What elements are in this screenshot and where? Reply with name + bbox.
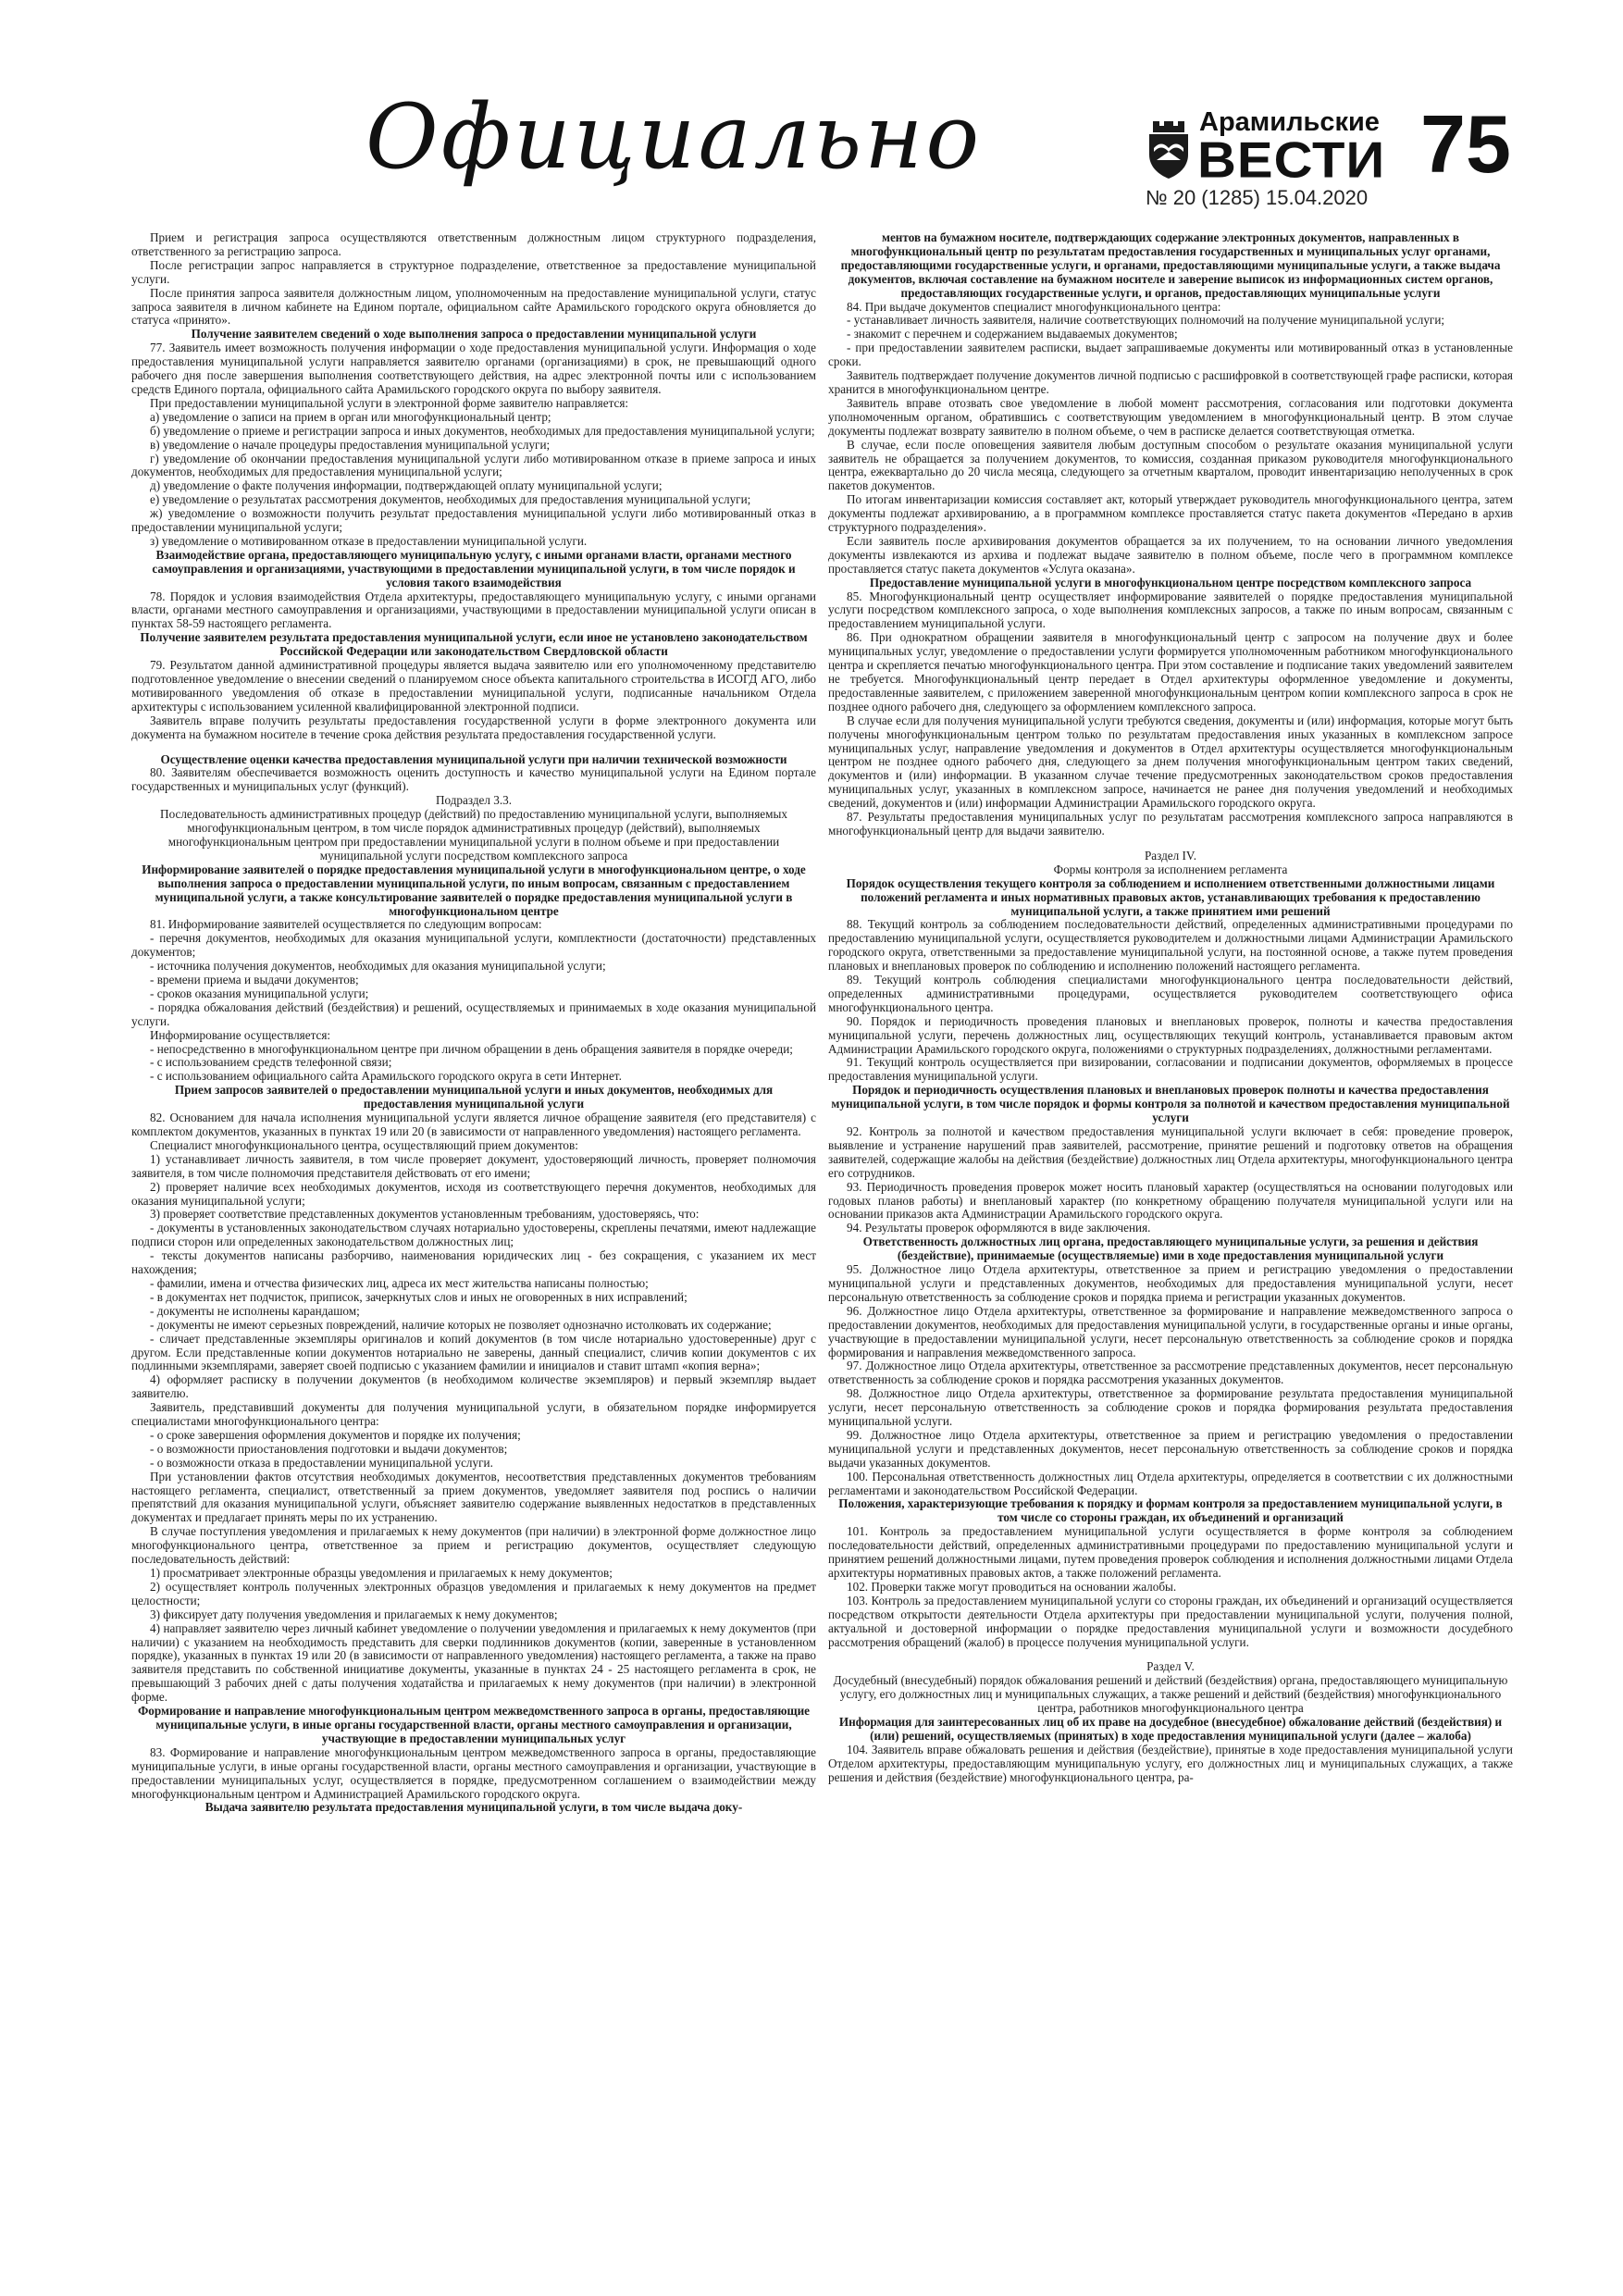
paragraph: 101. Контроль за предоставлением муниципальной услуги осуществляется в форме контроля за соблюдением последовательности действий, определенных административными процедурами по предоставлению муниципальной услуги и принятием решений должностными лицами, путем проведения проверок соблюдения и исполнения должностными лицами Отдела архитектуры нормативных правовых актов, а также положений регламента. [828,1524,1513,1580]
section-heading: Положения, характеризующие требования к порядку и формам контроля за предоставлением муниципальной услуги, в том числе со стороны граждан, их объединений и организаций [838,1496,1503,1525]
paragraph: 2) осуществляет контроль полученных электронных образцов уведомления и прилагаемых к нему документов на предмет целостности; [131,1579,816,1607]
section-heading: Выдача заявителю результата предоставления муниципальной услуги, в том числе выдача доку- [204,1800,743,1815]
paragraph: Досудебный (внесудебный) порядок обжалования решений и действий (бездействия) органа, предоставляющего муниципальную услугу, его должностных лиц и муниципальных служащих, а также решений и действий (бездействия) многофункционального центра, работников многофункционального центра [833,1673,1508,1716]
paragraph: д) уведомление о факте получения информации, подтверждающей оплату муниципальной услуги; [150,478,663,493]
paragraph: Заявитель вправе отозвать свое уведомление в любой момент рассмотрения, согласования или подготовки документа уполномоченным органом, обратившись с соответствующим уведомлением в многофункциональный центр. В этом случае документы подлежат возврату заявителю в полном объеме, о чем в расписке делается соответствующая отметка. [828,395,1513,438]
paragraph: - порядка обжалования действий (бездействия) и решений, осуществляемых и принимаемых в ходе оказания муниципальной услуги. [131,999,816,1028]
logo-name-main: ВЕСТИ [1197,131,1386,189]
section-heading: Ответственность должностных лиц органа, предоставляющего муниципальные услуги, за решения и действия (бездействие), принимаемые (осуществляемые) ими в ходе предоставления муниципальной услуги [862,1235,1479,1263]
paragraph: е) уведомление о результатах рассмотрения документов, необходимых для предоставления муниципальной услуги; [150,492,751,507]
issue-number-date: № 20 (1285) 15.04.2020 [1146,186,1369,209]
paragraph: 83. Формирование и направление многофункциональным центром межведомственного запроса в органы, предоставляющие муниципальные услуги, в иные органы государственной власти, органы местного самоуправления и организации, участвующие в предоставлении муниципальных услуг, осуществляется в порядке, предусмотренном соглашением о взаимодействии между многофункциональным центром и Администрацией Арамильского городского округа. [131,1744,816,1801]
paragraph: 98. Должностное лицо Отдела архитектуры, ответственное за формирование результата предоставления муниципальной услуги, несет персональную ответственность за соблюдение сроков и порядка формирования результата предоставления муниципальной услуги. [828,1386,1513,1429]
paragraph: Если заявитель после архивирования документов обращается за их получением, то на основании личного уведомления документы извлекаются из архива и подлежат выдаче заявителю в полном объеме, после чего в программном комплексе проставляется статус пакета документов «Услуга оказана». [828,533,1513,576]
paragraph: Раздел V. [1146,1659,1195,1674]
paragraph: 86. При однократном обращении заявителя в многофункциональный центр с запросом на получение двух и более муниципальных услуг, уведомление о предоставлении услуги формируется уполномоченным работником многофункционального центра и скрепляется печатью многофункционального центра. При этом составление и подписание таких уведомлений заявителем не требуется. Многофункциональный центр передает в Отдел архитектуры оформленное уведомление и документы, предоставленные заявителем, с приложением заверенной многофункциональным центром копии комплексного запроса в срок не позднее одного рабочего дня, следующего за оформлением комплексного запроса. [828,630,1513,714]
paragraph: 85. Многофункциональный центр осуществляет информирование заявителей о порядке предоставления муниципальной услуги посредством комплексного запроса, о ходе выполнения комплексных запросов, а также по иным вопросам, связанным с предоставлением муниципальной услуги. [828,589,1513,631]
paragraph: ж) уведомление о возможности получить результат предоставления муниципальной услуги либо мотивированный отказ в предоставлении муниципальной услуги; [131,506,816,535]
section-title: Официально [365,85,983,189]
paragraph: 102. Проверки также могут проводиться на основании жалобы. [847,1579,1177,1594]
paragraph: 2) проверяет наличие всех необходимых документов, исходя из соответствующего перечня документов, необходимых для оказания муниципальной услуги; [131,1179,816,1208]
paragraph: - сроков оказания муниципальной услуги; [150,986,369,1000]
paragraph: 92. Контроль за полнотой и качеством предоставления муниципальной услуги включает в себя: проведение проверок, выявление и устранение нарушений прав заявителей, рассмотрение, принятие решений и подготовку ответов на обращения заявителей, содержащие жалобы на действия (бездействие) должностных лиц Отдела архитектуры, многофункционального центра его сотрудников. [828,1124,1513,1180]
paragraph: Специалист многофункционального центра, осуществляющий прием документов: [150,1137,578,1152]
paragraph: - в документах нет подчисток, приписок, зачеркнутых слов и иных не оговоренных в них исправлений; [150,1289,688,1304]
paragraph: - сличает представленные экземпляры оригиналов и копий документов (в том числе нотариально удостоверенные) друг с другом. Если представленные копии документов нотариально не заверены, данный специалист, сличив копии документов с их подлинными экземплярами, заверяет своей подписью с указанием фамилии и инициалов и ставит штамп «копия верна»; [131,1331,816,1373]
paragraph: г) уведомление об окончании предоставления муниципальной услуги либо мотивированном отказе в приеме запроса и иных документов, необходимых для предоставления муниципальной услуги; [131,451,816,479]
section-heading: Осуществление оценки качества предоставления муниципальной услуги при наличии технической возможности [160,751,787,766]
paragraph: 90. Порядок и периодичность проведения плановых и внеплановых проверок, полноты и качества предоставления муниципальной услуги, перечень должностных лиц, осуществляющих текущий контроль, устанавливается правовым актом Администрации Арамильского городского округа, положениями о структурных подразделениях, должностными регламентами. [828,1013,1513,1056]
left-text-column [131,231,816,2272]
section-heading: Информирование заявителей о порядке предоставления муниципальной услуги в многофункциональном центре, о ходе выполнения запроса о предоставлении муниципальной услуги, по иным вопросам, связанным с предоставлением муниципальной услуги, а также консультирование заявителей о порядке предоставления муниципальной услуги в многофункциональном центре [142,862,806,918]
page-number: 75 [1420,98,1511,190]
section-heading: Прием запросов заявителей о предоставлении муниципальной услуги и иных документов, необходимых для предоставления муниципальной услуги [174,1083,774,1111]
paragraph: - источника получения документов, необходимых для оказания муниципальной услуги; [150,959,606,974]
paragraph: а) уведомление о записи на прием в орган или многофункциональный центр; [150,409,551,424]
paragraph: При установлении фактов отсутствия необходимых документов, несоответствия представленных документов требованиям настоящего регламента, специалист, ответственный за прием документов, уведомляет заявителя под роспись о наличии препятствий для оказания муниципальной услуги, объясняет заявителю содержание выявленных недостатков в представленных документах и предлагает принять меры по их устранению. [131,1469,816,1525]
paragraph: По итогам инвентаризации комиссия составляет акт, который утверждает руководитель многофункционального центра, затем документы подлежат архивированию, а в программном комплексе проставляется статус пакета документов «Передано в архив структурного подразделения». [828,492,1513,535]
paragraph: После принятия запроса заявителя должностным лицом, уполномоченным на предоставление муниципальной услуги, статус запроса заявителя в личном кабинете на Едином портале, официальном сайте Арамильского городского округа обновляется до статуса «принято». [131,285,816,328]
paragraph: - перечня документов, необходимых для оказания муниципальной услуги, комплектности (достаточности) представленных документов; [131,931,816,960]
paragraph: 77. Заявитель имеет возможность получения информации о ходе предоставления муниципальной услуги. Информация о ходе предоставления муниципальной услуги направляется заявителю органами (организациями) в срок, не превышающий одного рабочего дня после завершения выполнения соответствующего действия, на адрес электронной почты или с использованием средств Единого портала, официального сайта Арамильского городского округа по выбору заявителя. [131,341,816,396]
paragraph: Прием и регистрация запроса осуществляются ответственным должностным лицом структурного подразделения, ответственного за регистрацию запроса. [131,231,816,258]
section-heading: Порядок и периодичность осуществления плановых и внеплановых проверок полноты и качества предоставления муниципальной услуги, в том числе порядок и формы контроля за полнотой и качеством предоставления муниципальной услуги [831,1083,1510,1125]
paragraph: В случае, если после оповещения заявителя любым доступным способом о результате оказания муниципальной услуги заявитель не обращается за получением документов, то комиссия, созданная приказом руководителя многофункционального центра, ежеквартально до 20 числа месяца, следующего за отчетным кварталом, проводит инвентаризацию неполученных в срок пакетов документов. [828,437,1513,493]
paragraph: При предоставлении муниципальной услуги в электронной форме заявителю направляется: [150,395,629,410]
newspaper-logo [1146,105,1386,191]
paragraph: - документы в установленных законодательством случаях нотариально удостоверены, скреплены печатями, имеют надлежащие подписи сторон или определенных законодательством должностных лиц; [131,1221,816,1249]
paragraph: - о сроке завершения оформления документов и порядке их получения; [150,1427,521,1442]
paragraph: Заявитель подтверждает получение документов личной подписью с расшифровкой в соответствующей графе расписки, которая хранится в многофункциональном центре. [828,368,1513,396]
paragraph: 88. Текущий контроль за соблюдением последовательности действий, определенных административными процедурами по предоставлению муниципальной услуги, осуществляется руководителем и должностными лицами Администрации Арамильского городского округа, ответственными за предоставление муниципальной услуги, на постоянной основе, а также путем проведения плановых и внеплановых проверок по соблюдению и исполнению положений настоящего регламента. [828,917,1513,974]
paragraph: 93. Периодичность проведения проверок может носить плановый характер (осуществляться на основании полугодовых или годовых планов работы) и внеплановый характер (по конкретному обращению получателя муниципальной услуги или на основании приказов акта Администрации Арамильского городского округа. [828,1179,1513,1222]
paragraph: 100. Персональная ответственность должностных лиц Отдела архитектуры, определяется в соответствии с их должностными регламентами и законодательством Российской Федерации. [828,1469,1513,1497]
paragraph: 89. Текущий контроль соблюдения специалистами многофункционального центра последовательности действий, определенных административными процедурами, осуществляется руководителем соответствующего офиса многофункционального центра. [828,973,1513,1014]
paragraph: 104. Заявитель вправе обжаловать решения и действия (бездействие), принятые в ходе предоставления муниципальной услуги Отделом архитектуры, предоставляющим муниципальную услугу, его должностных лиц и муниципальных служащих, а также решения и действия (бездействие) многофункционального центра, ра- [828,1742,1513,1784]
paragraph: - документы не исполнены карандашом; [150,1303,360,1318]
paragraph: 97. Должностное лицо Отдела архитектуры, ответственное за рассмотрение представленных документов, несет персональную ответственность за соблюдение сроков и порядка рассмотрения указанных документов. [828,1359,1513,1387]
paragraph: В случае поступления уведомления и прилагаемых к нему документов (при наличии) в электронной форме должностное лицо многофункционального центра, ответственное за прием и регистрацию документов, осуществляет следующую последовательность действий: [131,1524,816,1567]
paragraph: Формы контроля за исполнением регламента [1053,862,1288,876]
paragraph: Последовательность административных процедур (действий) по предоставлению муниципальной услуги, выполняемых многофункциональным центром, в том числе порядок административных процедур (действий), выполняемых многофункциональным центром при предоставлении муниципальной услуги в полном объеме и при предоставлении муниципальной услуги посредством комплексного запроса [160,807,787,863]
section-heading: Порядок осуществления текущего контроля за соблюдением и исполнением ответственными должностными лицами положений регламента и иных нормативных правовых актов, устанавливающих требования к предоставлению муниципальной услуги, а также принятием ими решений [846,875,1495,918]
section-heading: ментов на бумажном носителе, подтверждающих содержание электронных документов, направленных в многофункциональный центр по результатам предоставления государственных и муниципальных услуг органами, предоставляющими государственные услуги, и органами, предоставляющими муниципальные услуги, а также выдача документов, включая составление на бумажном носителе и заверение выписок из информационных систем органов, предоставляющих государственные услуги, и органов, предоставляющих муниципальные услуги [840,231,1501,300]
paragraph: - устанавливает личность заявителя, наличие соответствующих полномочий на получение муниципальной услуги; [847,313,1445,328]
section-heading: Получение заявителем результата предоставления муниципальной услуги, если иное не установлено законодательством Российской Федерации или законодательством Свердловской области [140,630,808,659]
coat-of-arms-icon [1146,118,1192,180]
paragraph: - тексты документов написаны разборчиво, наименования юридических лиц - без сокращения, с указанием их мест нахождения; [131,1248,816,1277]
paragraph: 99. Должностное лицо Отдела архитектуры, ответственное за прием и регистрацию уведомления о предоставлении муниципальной услуги и представленных документов, несет персональную ответственность за соблюдение сроков и порядка выдачи указанных документов. [828,1427,1513,1470]
paragraph: в) уведомление о начале процедуры предоставления муниципальной услуги; [150,437,551,452]
paragraph: - с использованием средств телефонной связи; [150,1055,392,1070]
paragraph: 4) направляет заявителю через личный кабинет уведомление о получении уведомления и прилагаемых к нему документов (при наличии) с указанием на необходимость представить для сверки подлинников документов (копии, заверенные в установленном порядке), указанных в пунктах 19 или 20 (в зависимости от направленного уведомления) настоящего регламента, а также на право заявителя представить по собственной инициативе документы, указанные в пунктах 24 - 25 настоящего регламента в срок, не превышающий 3 рабочих дней с даты получения ходатайства и прилагаемых к нему документов (при наличии) в электронной форме. [131,1620,816,1705]
paragraph: - фамилии, имена и отчества физических лиц, адреса их мест жительства написаны полностью; [150,1275,649,1290]
paragraph: - с использованием официального сайта Арамильского городского округа в сети Интернет. [150,1069,622,1084]
paragraph: - непосредственно в многофункциональном центре при личном обращении в день обращения заявителя в порядке очереди; [150,1041,793,1056]
paragraph: 78. Порядок и условия взаимодействия Отдела архитектуры, предоставляющего муниципальную услугу, с иными органами власти, органами местного самоуправления и организациями, участвующими в предоставлении муниципальной услуги описан в пунктах 58-59 настоящего регламента. [131,589,816,631]
paragraph: Заявитель, представивший документы для получения муниципальной услуги, в обязательном порядке информируется специалистами многофункционального центра: [131,1400,816,1429]
paragraph: 103. Контроль за предоставлением муниципальной услуги со стороны граждан, их объединений и организаций осуществляется посредством открытости деятельности Отдела архитектуры при предоставлении муниципальной услуги, получения полной, актуальной и достоверной информации о порядке предоставления муниципальной услуги и возможности досудебного рассмотрения обращений (жалоб) в процессе получения муниципальной услуги. [828,1593,1513,1649]
paragraph: 82. Основанием для начала исполнения муниципальной услуги является личное обращение заявителя (его представителя) с комплектом документов, указанных в пунктах 19 или 20 (в зависимости от направленного уведомления) настоящего регламента. [131,1111,816,1138]
paragraph: 95. Должностное лицо Отдела архитектуры, ответственное за прием и регистрацию уведомления о предоставлении муниципальной услуги и представленных документов, необходимых для предоставления муниципальной услуги, несет персональную ответственность за соблюдение сроков и порядка приема и регистрации указанных документов. [828,1262,1513,1304]
section-heading: Взаимодействие органа, предоставляющего муниципальную услугу, с иными органами власти, органами местного самоуправления и организациями, участвующими в предоставлении муниципальной услуги, в том числе порядок и условия такого взаимодействия [152,547,796,590]
paragraph: 84. При выдаче документов специалист многофункционального центра: [847,299,1221,314]
paragraph: 4) оформляет расписку в получении документов (в необходимом количестве экземпляров) и первый экземпляр выдает заявителю. [131,1372,816,1401]
right-text-column [828,231,1513,2272]
paragraph: 79. Результатом данной административной процедуры является выдача заявителю или его уполномоченному представителю подготовленное уведомление о внесении сведений о планируемом сносе объекта капитального строительства в ИСОГД АГО, либо мотивированного уведомления об отказе в предоставлении муниципальной услуги, подписанные начальником Отдела архитектуры с использованием усиленной квалифицированной электронной подписи. [131,658,816,714]
section-heading: Получение заявителем сведений о ходе выполнения запроса о предоставлении муниципальной услуги [191,327,757,341]
paragraph: 87. Результаты предоставления муниципальных услуг по результатам рассмотрения комплексного запроса направляются в многофункциональный центр для выдачи заявителю. [828,810,1513,838]
paragraph: - о возможности отказа в предоставлении муниципальной услуги. [150,1455,493,1470]
logo-name-top: Арамильские [1199,107,1380,137]
paragraph: 81. Информирование заявителей осуществляется по следующим вопросам: [150,917,542,932]
paragraph: - документы не имеют серьезных повреждений, наличие которых не позволяет однозначно истолковать их содержание; [150,1317,772,1332]
paragraph: 3) фиксирует дату получения уведомления и прилагаемых к нему документов; [150,1607,558,1621]
paragraph: 3) проверяет соответствие представленных документов установленным требованиям, удостоверяясь, что: [150,1207,700,1222]
paragraph: 1) просматривает электронные образцы уведомления и прилагаемых к нему документов; [150,1566,613,1580]
paragraph: 80. Заявителям обеспечивается возможность оценить доступность и качество муниципальной услуги на Едином портале государственных и муниципальных услуг (функций). [131,765,816,794]
paragraph: После регистрации запрос направляется в структурное подразделение, ответственное за предоставление муниципальной услуги. [131,257,816,286]
section-heading: Предоставление муниципальной услуги в многофункциональном центре посредством комплексного запроса [869,575,1472,590]
paragraph: Подраздел 3.3. [435,793,513,808]
paragraph: Раздел IV. [1144,848,1197,863]
paragraph: - при предоставлении заявителем расписки, выдает запрашиваемые документы или мотивированный отказ в установленные сроки. [828,341,1513,369]
paragraph: Информирование осуществляется: [150,1027,331,1042]
paragraph: Заявитель вправе получить результаты предоставления государственной услуги в форме электронного документа или документа на бумажном носителе в течение срока действия результата предоставления государственной услуги. [131,713,816,741]
paragraph: б) уведомление о приеме и регистрации запроса и иных документов, необходимых для предоставления муниципальной услуги; [150,423,815,438]
section-heading: Формирование и направление многофункциональным центром межведомственного запроса в органы, предоставляющие муниципальные услуги, в иные органы государственной власти, органы местного самоуправления и организации, участвующие в предоставлении муниципальных услуг [137,1704,811,1745]
section-heading: Информация для заинтересованных лиц об их праве на досудебное (внесудебное) обжалование действий (бездействия) и (или) решений, осуществляемых (принятых) в ходе предоставления муниципальной услуги (далее – жалоба) [838,1715,1503,1743]
page-header [0,0,1623,222]
paragraph: В случае если для получения муниципальной услуги требуются сведения, документы и (или) информация, которые могут быть получены многофункциональным центром только по результатам предоставления иных указанных в комплексном запросе муниципальных услуг, направление уведомления и документов в Отдел архитектуры осуществляется многофункциональным центром не позднее одного рабочего дня, следующего за днем получения многофункциональным центром таких сведений, документов и (или) информации. В указанном случае течение предусмотренных законодательством сроков предоставления муниципальных услуг, указанных в комплексном запросе, начинается не ранее дня получения уведомлений и необходимых сведений, документов и (или) информации Администрации Арамильского городского округа. [828,713,1513,811]
paragraph: 91. Текущий контроль осуществляется при визировании, согласовании и подписании документов, оформляемых в процессе предоставления муниципальной услуги. [828,1055,1513,1084]
paragraph: 96. Должностное лицо Отдела архитектуры, ответственное за формирование и направление межведомственного запроса о предоставлении документов, необходимых для предоставления муниципальной услуги, в государственные органы и иные органы, участвующие в предоставлении муниципальной услуги, несет персональную ответственность за соблюдение сроков и порядка формирования и направления межведомственного запроса. [828,1303,1513,1359]
paragraph: - времени приема и выдачи документов; [150,973,359,987]
paragraph: - знакомит с перечнем и содержанием выдаваемых документов; [847,327,1178,341]
paragraph: - о возможности приостановления подготовки и выдачи документов; [150,1441,508,1456]
paragraph: з) уведомление о мотивированном отказе в предоставлении муниципальной услуги. [150,533,588,548]
paragraph: 1) устанавливает личность заявителя, в том числе проверяет документ, удостоверяющий личность, проверяет полномочия заявителя, в том числе полномочия представителя действовать от его имени; [131,1151,816,1180]
paragraph: 94. Результаты проверок оформляются в виде заключения. [847,1221,1151,1235]
